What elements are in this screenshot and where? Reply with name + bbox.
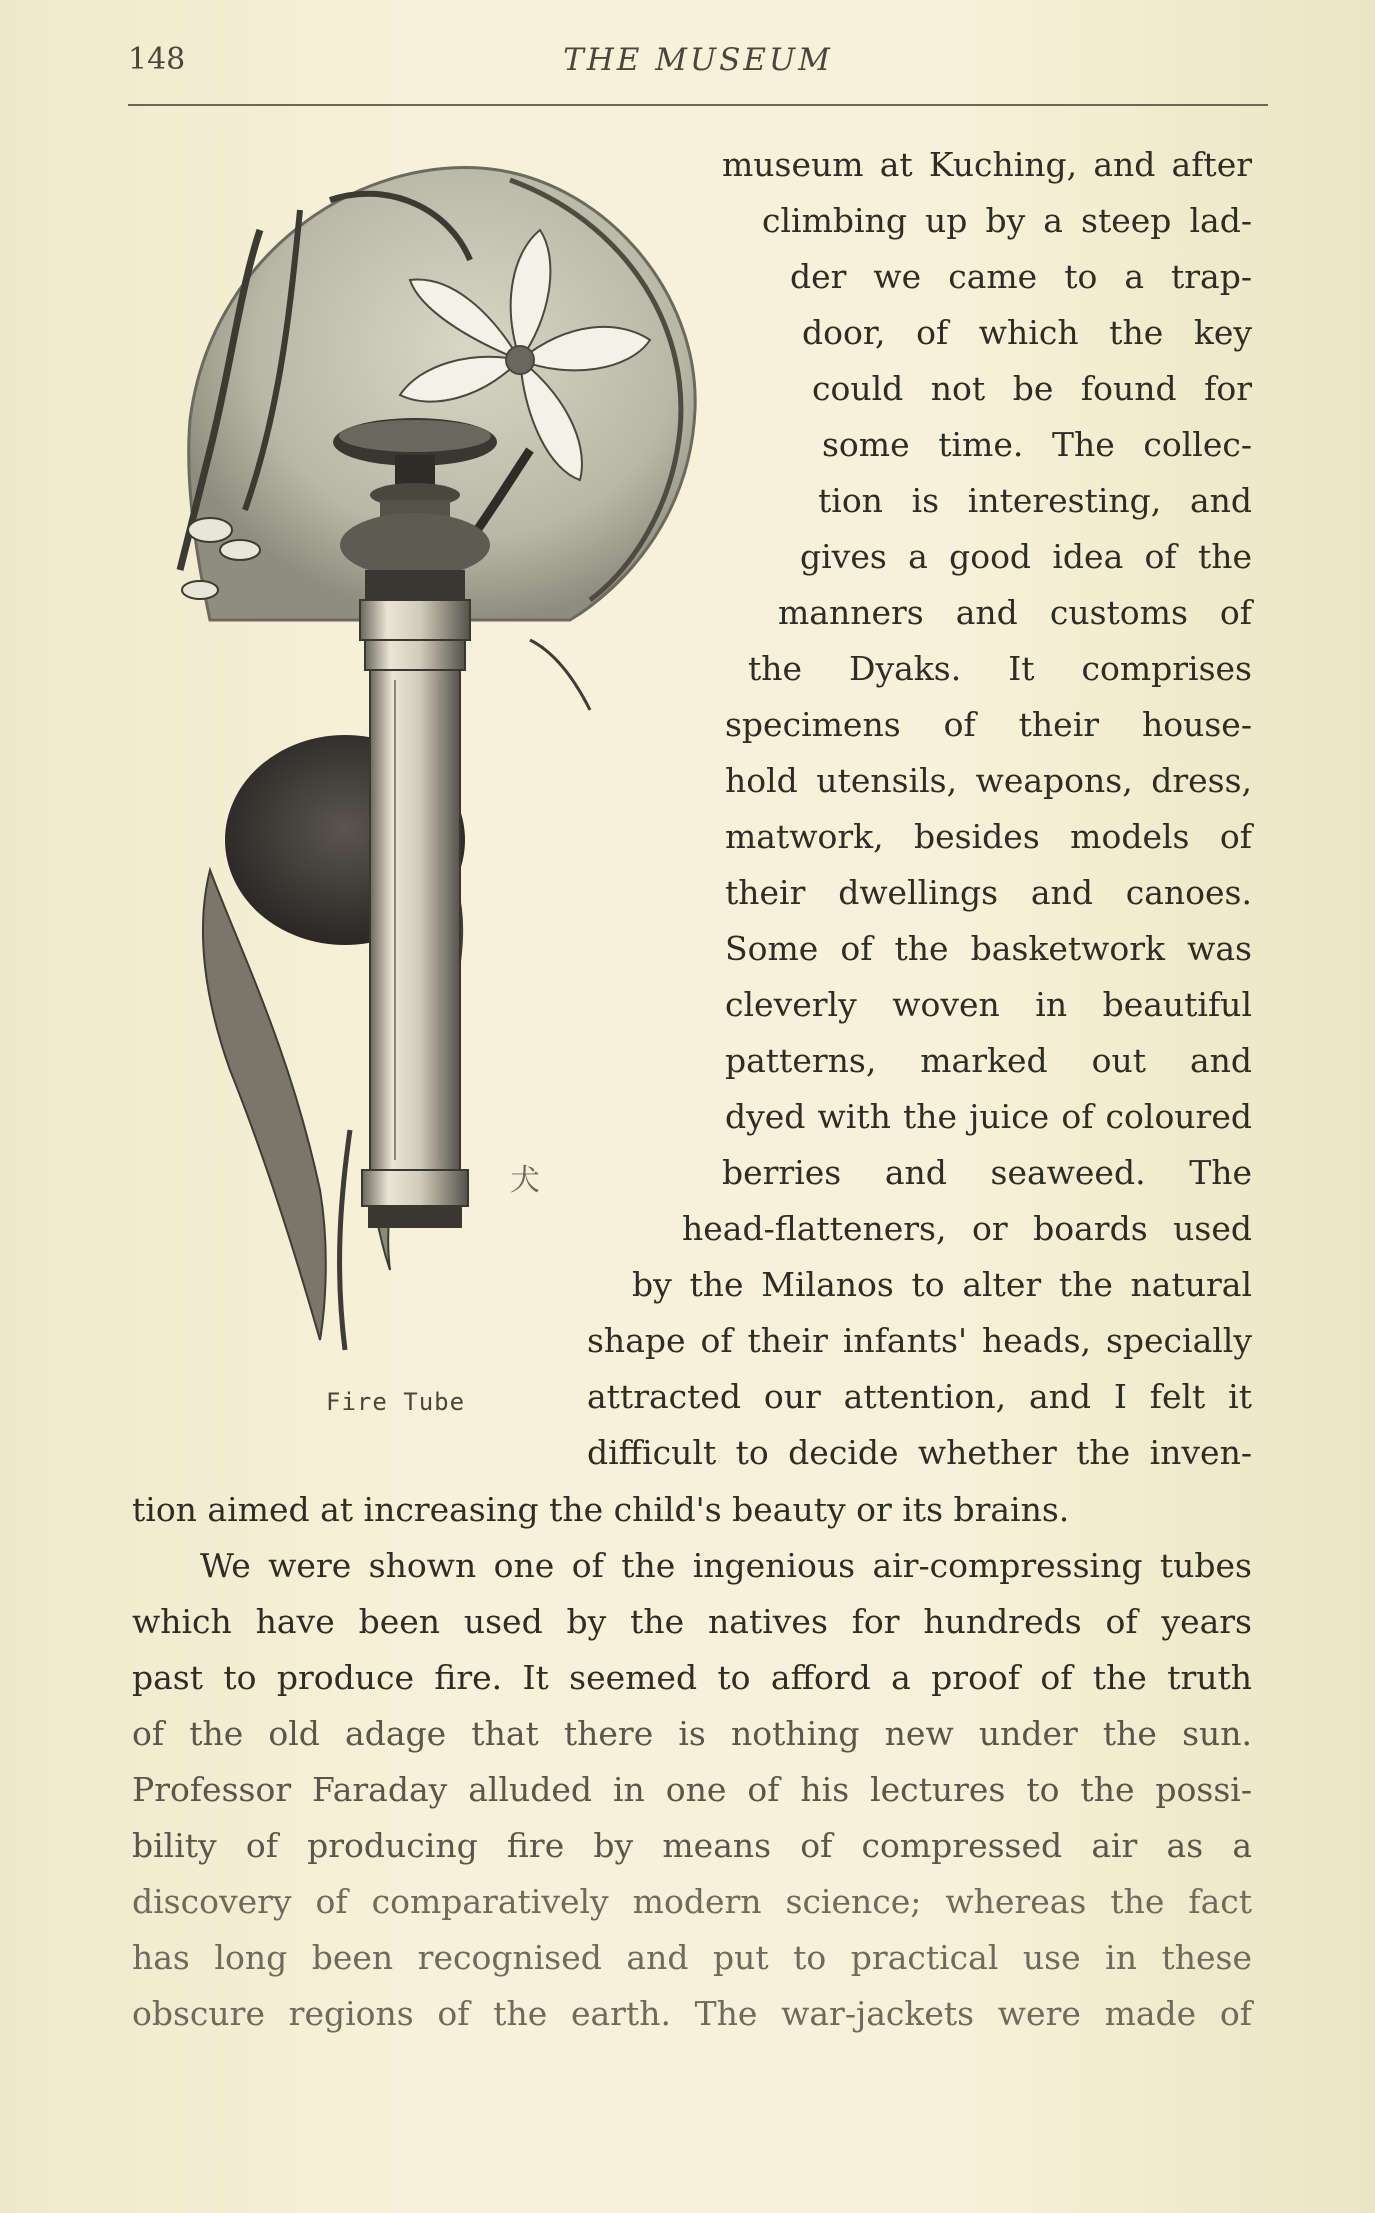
full-text-line: tion aimed at increasing the child's beauty or its brains.: [132, 1490, 1070, 1529]
wrapped-text-line: tion is interesting, and: [818, 481, 1252, 520]
wrapped-text-line: attracted our attention, and I felt it: [587, 1377, 1252, 1416]
wrapped-text-line: manners and customs of: [778, 593, 1252, 632]
wrapped-text-line: head-flatteners, or boards used: [682, 1209, 1252, 1248]
full-text-line: has long been recognised and put to practical use in these: [132, 1938, 1252, 1977]
running-title: THE MUSEUM: [563, 42, 833, 78]
wrapped-text-line: door, of which the key: [802, 313, 1252, 352]
wrapped-text-line: some time. The collec-: [822, 425, 1252, 464]
wrapped-text-line: der we came to a trap-: [790, 257, 1252, 296]
full-text-line: Professor Faraday alluded in one of his lectures to the possi-: [132, 1770, 1252, 1809]
header-rule: [128, 104, 1268, 106]
svg-text:犬: 犬: [510, 1163, 540, 1198]
wrapped-text-line: gives a good idea of the: [800, 537, 1252, 576]
figure-caption: Fire Tube: [326, 1388, 466, 1416]
full-text-line: discovery of comparatively modern science; whereas the fact: [132, 1882, 1252, 1921]
wrapped-text-line: cleverly woven in beautiful: [725, 985, 1252, 1024]
wrapped-text-line: museum at Kuching, and after: [722, 145, 1252, 184]
wrapped-text-line: by the Milanos to alter the natural: [632, 1265, 1252, 1304]
wrapped-text-line: Some of the basketwork was: [725, 929, 1252, 968]
full-text-line: of the old adage that there is nothing new under the sun.: [132, 1714, 1252, 1753]
wrapped-text-line: difficult to decide whether the inven-: [587, 1433, 1252, 1472]
full-text-line: obscure regions of the earth. The war-jackets were made of: [132, 1994, 1252, 2033]
wrapped-text-line: dyed with the juice of coloured: [725, 1097, 1252, 1136]
wrapped-text-line: patterns, marked out and: [725, 1041, 1252, 1080]
wrapped-text-line: their dwellings and canoes.: [725, 873, 1252, 912]
wrapped-text-line: climbing up by a steep lad-: [762, 201, 1252, 240]
wrapped-text-line: could not be found for: [812, 369, 1252, 408]
wrapped-text-line: hold utensils, weapons, dress,: [725, 761, 1252, 800]
wrapped-text-line: specimens of their house-: [725, 705, 1252, 744]
full-text-line: which have been used by the natives for hundreds of years: [132, 1602, 1252, 1641]
running-head: [128, 38, 1268, 88]
page-number: 148: [128, 42, 186, 77]
paragraph-first-line: We were shown one of the ingenious air-compressing tubes: [200, 1546, 1252, 1585]
wrapped-text-line: matwork, besides models of: [725, 817, 1252, 856]
wrapped-text-line: the Dyaks. It comprises: [748, 649, 1252, 688]
wrapped-text-line: shape of their infants' heads, specially: [587, 1321, 1252, 1360]
full-text-line: past to produce fire. It seemed to afford a proof of the truth: [132, 1658, 1252, 1697]
wrapped-text-line: berries and seaweed. The: [722, 1153, 1252, 1192]
full-text-line: bility of producing fire by means of compressed air as a: [132, 1826, 1252, 1865]
fire-tube-illustration: [150, 150, 710, 1380]
